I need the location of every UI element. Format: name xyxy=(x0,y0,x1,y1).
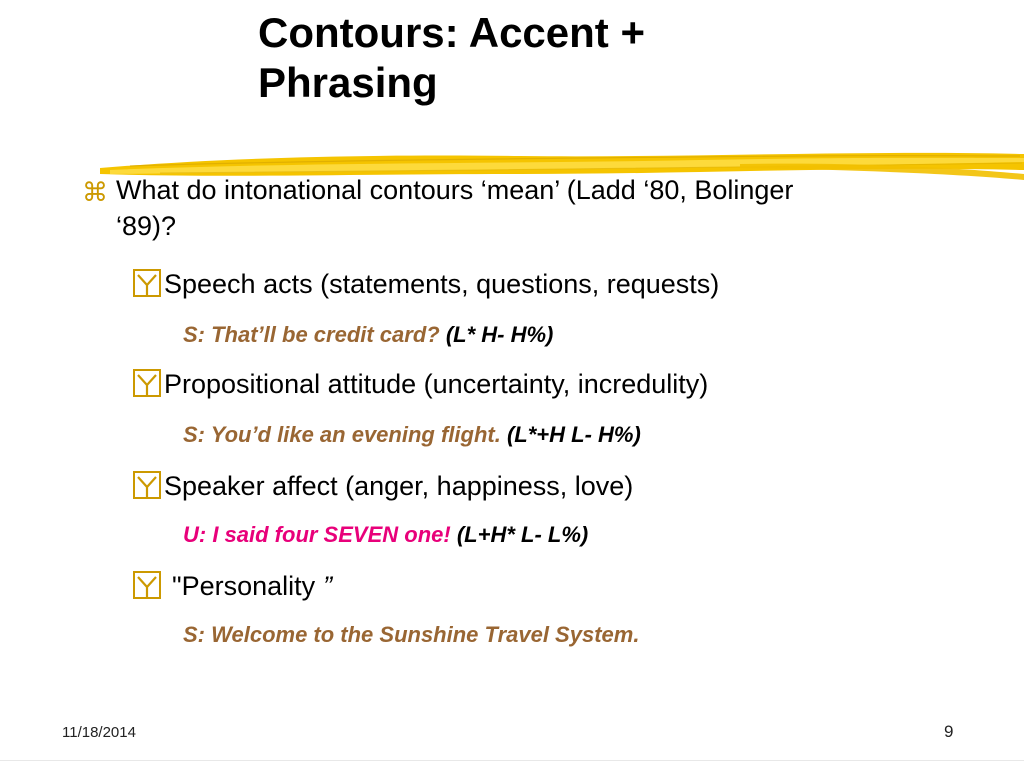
sub-bullet-propositional-attitude xyxy=(132,366,708,402)
slide-title xyxy=(258,8,645,108)
command-key-icon: ⌘ xyxy=(82,177,108,207)
example-line xyxy=(183,420,641,450)
checkbox-icon xyxy=(132,268,162,298)
sub-bullet-label: Speaker affect (anger, happiness, love) xyxy=(164,471,634,501)
example-utterance: U: I said four SEVEN one! xyxy=(183,522,451,547)
example-utterance: S: You’d like an evening flight. xyxy=(183,422,501,447)
example-line xyxy=(183,620,639,650)
sub-bullet-speech-acts xyxy=(132,266,719,302)
example-utterance: S: That’ll be credit card? xyxy=(183,322,440,347)
checkbox-icon xyxy=(132,570,162,600)
tone-annotation: (L*+H L- H%) xyxy=(506,422,641,447)
sub-bullet-label: Speech acts (statements, questions, requests) xyxy=(164,269,720,299)
checkbox-icon xyxy=(132,368,162,398)
sub-bullet-label: Personality xyxy=(181,571,316,601)
main-bullet-text: What do intonational contours ‘mean’ (Ladd ‘80, Bolinger ‘89)? xyxy=(116,175,794,241)
checkbox-icon xyxy=(132,470,162,500)
example-line xyxy=(183,320,553,350)
footer-date: 11/18/2014 xyxy=(62,724,136,741)
sub-bullet-label: Propositional attitude (uncertainty, incredulity) xyxy=(164,369,709,399)
example-line xyxy=(183,520,588,550)
bottom-divider xyxy=(0,760,1024,761)
tone-annotation: (L* H- H%) xyxy=(445,322,554,347)
sub-bullet-speaker-affect xyxy=(132,468,633,504)
close-quote: ” xyxy=(323,571,333,601)
tone-annotation: (L+H* L- L%) xyxy=(456,522,589,547)
open-quote: " xyxy=(172,571,182,601)
page-number: 9 xyxy=(944,722,954,741)
title-line-2: Phrasing xyxy=(258,59,438,106)
example-utterance: S: Welcome to the Sunshine Travel System. xyxy=(183,622,640,647)
title-line-1: Contours: Accent + xyxy=(258,9,645,56)
sub-bullet-personality xyxy=(132,568,332,604)
